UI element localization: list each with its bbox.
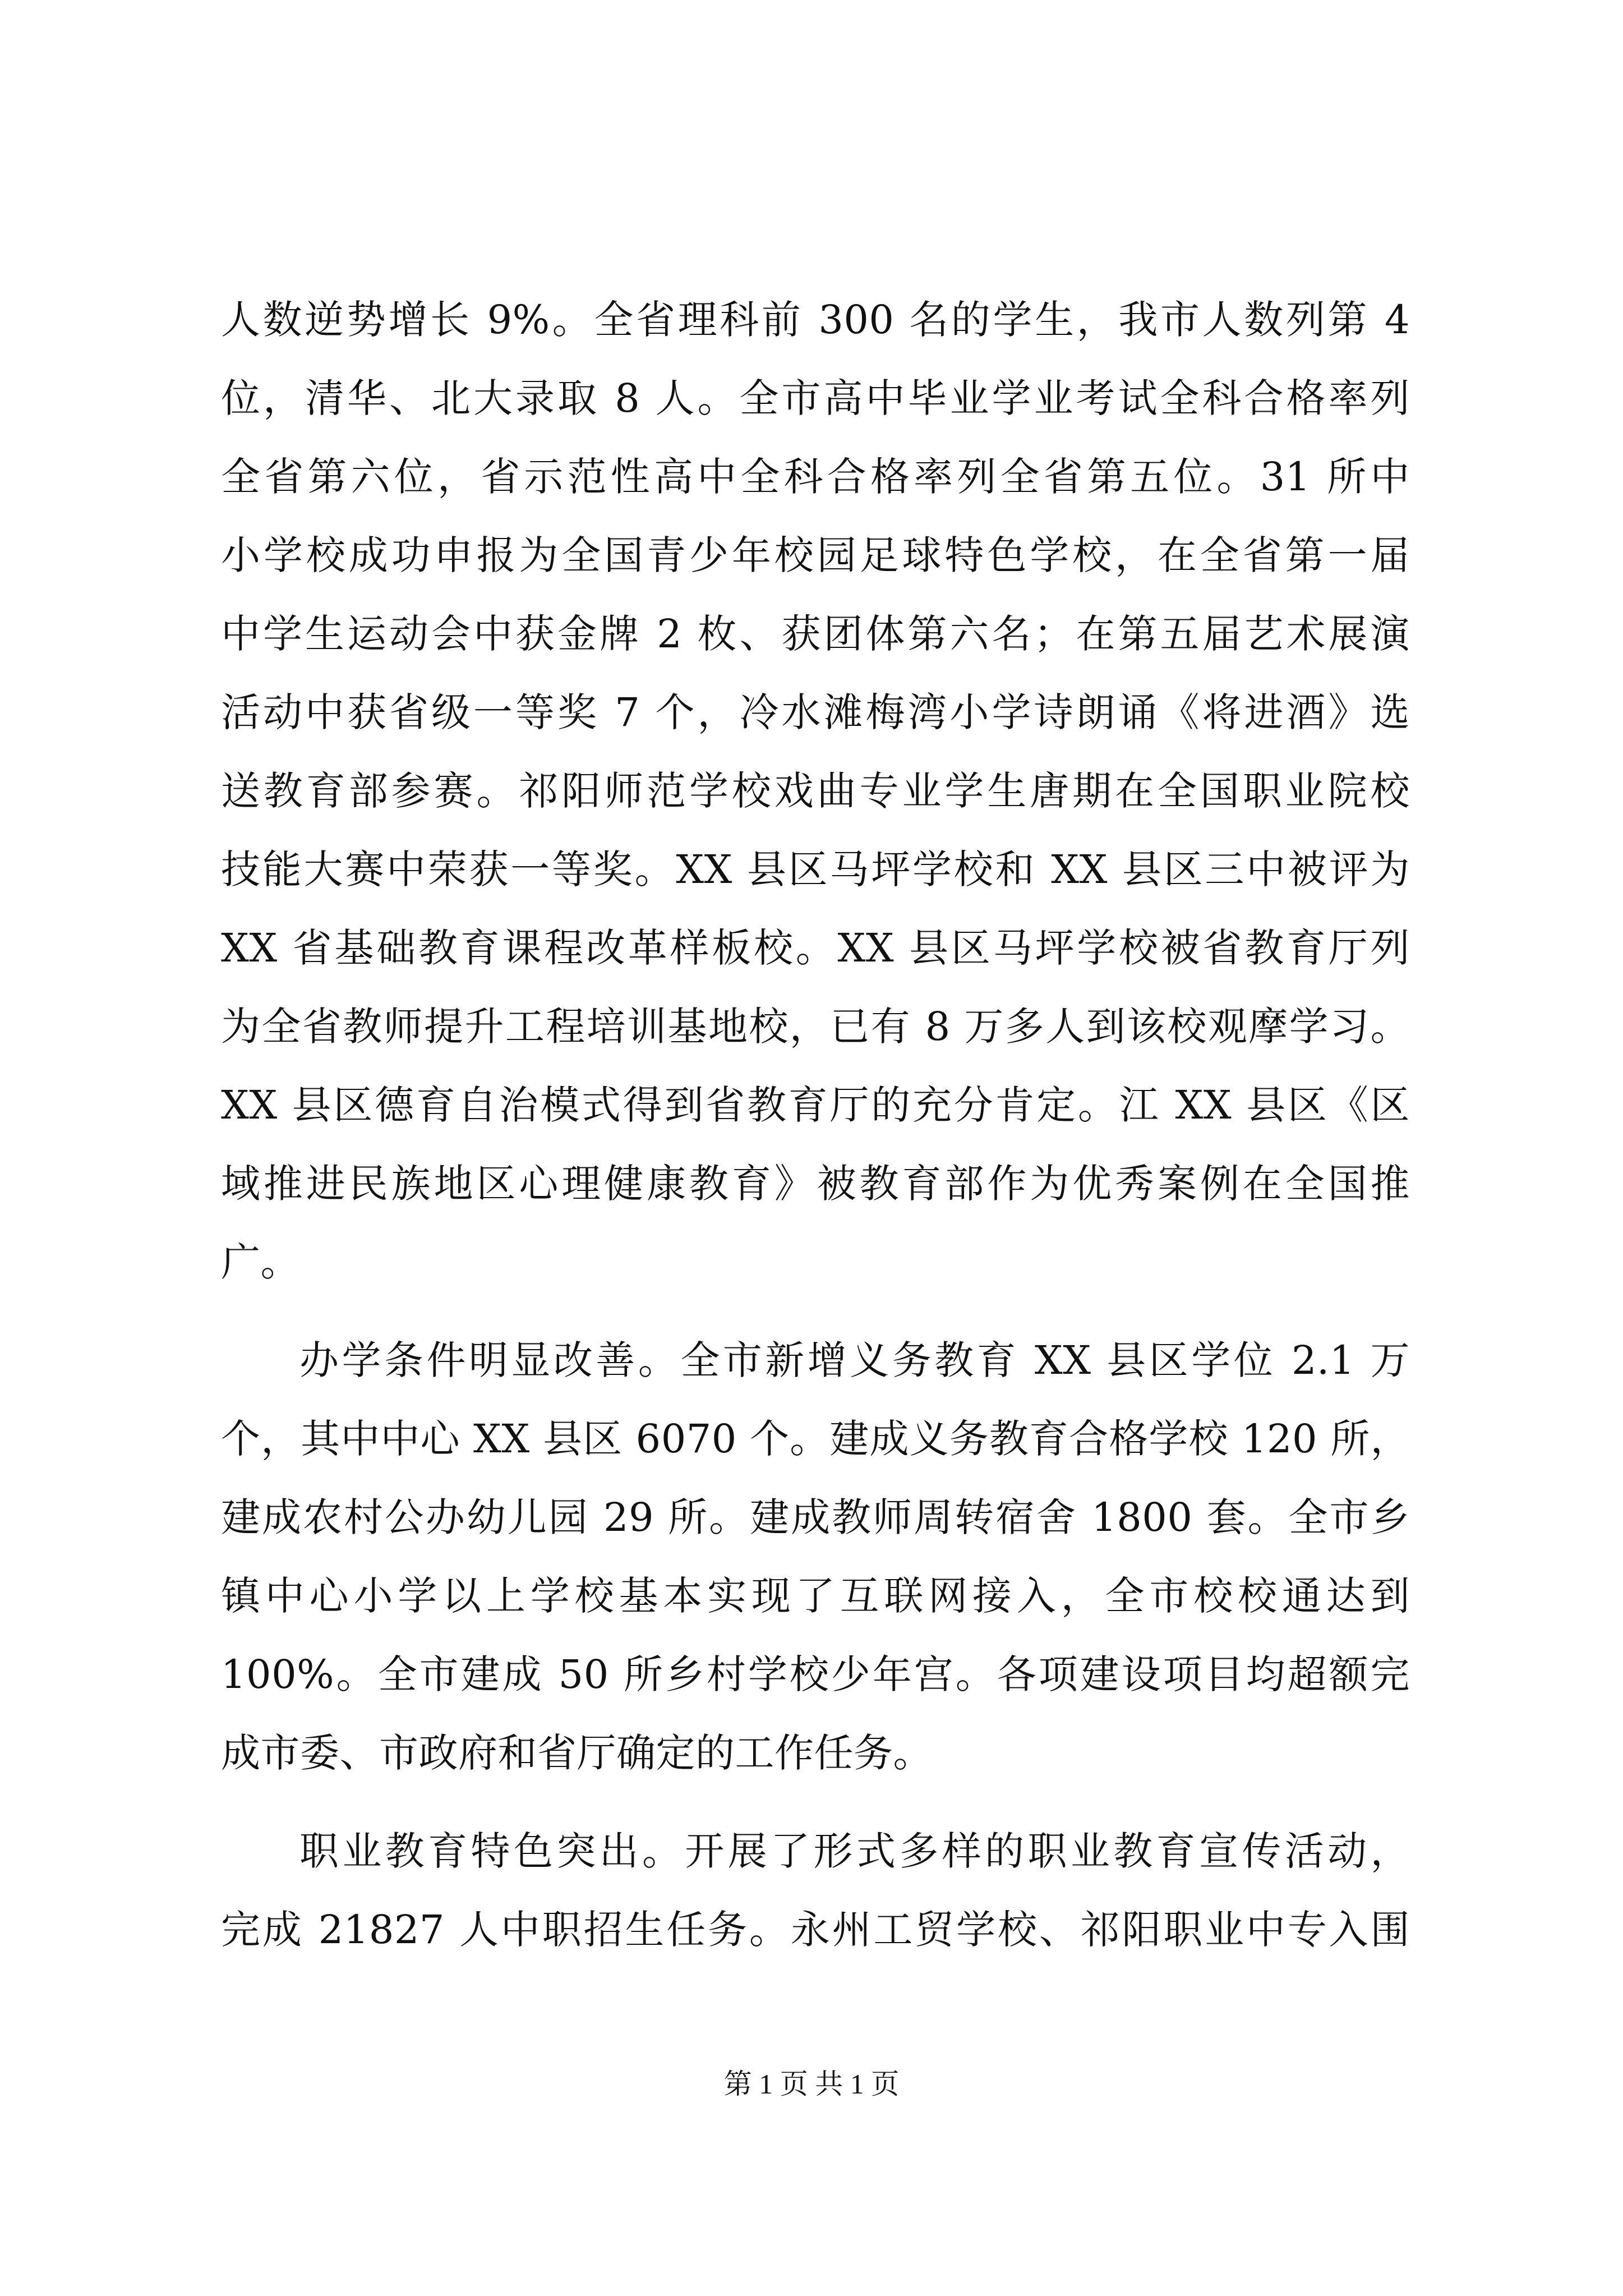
paragraph-line: 技能大赛中荣获一等奖。XX 县区马坪学校和 XX 县区三中被评为	[221, 846, 1410, 892]
paragraph-line: XX 县区德育自治模式得到省教育厅的充分肯定。江 XX 县区《区	[221, 1082, 1410, 1128]
paragraph-line: 域推进民族地区心理健康教育》被教育部作为优秀案例在全国推	[221, 1161, 1410, 1207]
page-number-footer: 第 1 页 共 1 页	[723, 2068, 900, 2100]
paragraph-line: 个，其中中心 XX 县区 6070 个。建成义务教育合格学校 120 所，	[221, 1416, 1410, 1462]
paragraph-line: 完成 21827 人中职招生任务。永州工贸学校、祁阳职业中专入围	[221, 1907, 1410, 1953]
paragraph-line: 职业教育特色突出。开展了形式多样的职业教育宣传活动，	[299, 1828, 1410, 1874]
paragraph-line: 位，清华、北大录取 8 人。全市高中毕业学业考试全科合格率列	[221, 375, 1410, 421]
paragraph-line: 100%。全市建成 50 所乡村学校少年宫。各项建设项目均超额完	[221, 1651, 1410, 1697]
paragraph-line: 中学生运动会中获金牌 2 枚、获团体第六名；在第五届艺术展演	[221, 611, 1410, 657]
paragraph-line: 小学校成功申报为全国青少年校园足球特色学校，在全省第一届	[221, 532, 1410, 578]
paragraph-line: 镇中心小学以上学校基本实现了互联网接入，全市校校通达到	[221, 1573, 1410, 1619]
paragraph-line: 全省第六位，省示范性高中全科合格率列全省第五位。31 所中	[221, 454, 1410, 500]
paragraph-line: 广。	[221, 1239, 300, 1285]
paragraph-line: 人数逆势增长 9%。全省理科前 300 名的学生，我市人数列第 4	[221, 297, 1410, 343]
paragraph-line: 活动中获省级一等奖 7 个，冷水滩梅湾小学诗朗诵《将进酒》选	[221, 689, 1410, 735]
paragraph-line: 送教育部参赛。祁阳师范学校戏曲专业学生唐期在全国职业院校	[221, 768, 1410, 814]
paragraph-line: 为全省教师提升工程培训基地校，已有 8 万多人到该校观摩学习。	[221, 1004, 1410, 1050]
paragraph-line: 成市委、市政府和省厅确定的工作任务。	[221, 1730, 933, 1776]
paragraph-line: 建成农村公办幼儿园 29 所。建成教师周转宿舍 1800 套。全市乡	[221, 1494, 1410, 1540]
paragraph-line: 办学条件明显改善。全市新增义务教育 XX 县区学位 2.1 万	[299, 1337, 1410, 1383]
paragraph-line: XX 省基础教育课程改革样板校。XX 县区马坪学校被省教育厅列	[221, 925, 1410, 971]
